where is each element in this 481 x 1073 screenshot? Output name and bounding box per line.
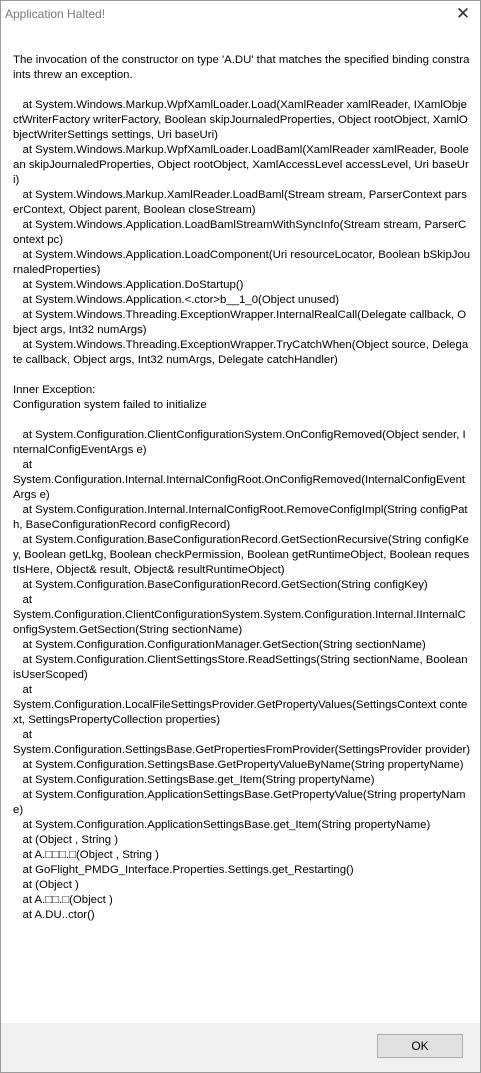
- window-title: Application Halted!: [5, 7, 106, 21]
- button-bar: [1, 1023, 480, 1072]
- title-bar: [1, 1, 480, 28]
- close-icon[interactable]: ✕: [455, 4, 471, 23]
- ok-button[interactable]: OK: [377, 1034, 463, 1058]
- error-message-text: The invocation of the constructor on type 'A.DU' that matches the specified binding constraints threw an exception. at System.Windows.Markup.WpfXamlLoader.Load(XamlReader xamlReader, IXamlObjectWriterFactory writerFactory, Boolean skipJournaledProperties, Object rootObject, XamlObjectWriterSettings settings, Uri baseUri) at System.Windows.Markup.WpfXamlLoader.LoadBaml(XamlReader xamlReader, Boolean skipJournaledProperties, Object rootObject, XamlAccessLevel accessLevel, Uri baseUri) at System.Windows.Markup.XamlReader.LoadBaml(Stream stream, ParserContext parserContext, Object parent, Boolean closeStream) at System.Windows.Application.LoadBamlStreamWithSyncInfo(Stream stream, ParserContext pc) at System.Windows.Application.LoadComponent(Uri resourceLocator, Boolean bSkipJournaledProperties) at System.Windows.Application.DoStartup() at System.Windows.Application.<.ctor>b__1_0(Object unused) at System.Windows.Threading.ExceptionWrapper.InternalRealCall(Delegate callback, Object args, Int32 numArgs) at System.Windows.Threading.ExceptionWrapper.TryCatchWhen(Object source, Delegate callback, Object args, Int32 numArgs, Delegate catchHandler) Inner Exception: Configuration system failed to initialize at System.Configuration.ClientConfigurationSystem.OnConfigRemoved(Object sender, InternalConfigEventArgs e) at System.Configuration.Internal.InternalConfigRoot.OnConfigRemoved(InternalConfigEventArgs e) at System.Configuration.Internal.InternalConfigRoot.RemoveConfigImpl(String configPath, BaseConfigurationRecord configRecord) at System.Configuration.BaseConfigurationRecord.GetSectionRecursive(String configKey, Boolean getLkg, Boolean checkPermission, Boolean getRuntimeObject, Boolean requestIsHere, Object& result, Object& resultRuntimeObject) at System.Configuration.BaseConfigurationRecord.GetSection(String configKey) at System.Configuration.ClientConfigurationSystem.System.Configuration.Internal.IInternalConfigSystem.GetSection(String sectionName) at System.Configuration.ConfigurationManager.GetSection(String sectionName) at System.Configuration.ClientSettingsStore.ReadSettings(String sectionName, Boolean isUserScoped) at System.Configuration.LocalFileSettingsProvider.GetPropertyValues(SettingsContext context, SettingsPropertyCollection properties) at System.Configuration.SettingsBase.GetPropertiesFromProvider(SettingsProvider provider) at System.Configuration.SettingsBase.GetPropertyValueByName(String propertyName) at System.Configuration.SettingsBase.get_Item(String propertyName) at System.Configuration.ApplicationSettingsBase.GetPropertyValue(String propertyName) at System.Configuration.ApplicationSettingsBase.get_Item(String propertyName) at (Object , String ) at A.□□□.□(Object , String ) at GoFlight_PMDG_Interface.Properties.Settings.get_Restarting() at (Object ) at A.□□.□(Object ) at A.DU..ctor(): [13, 54, 471, 921]
